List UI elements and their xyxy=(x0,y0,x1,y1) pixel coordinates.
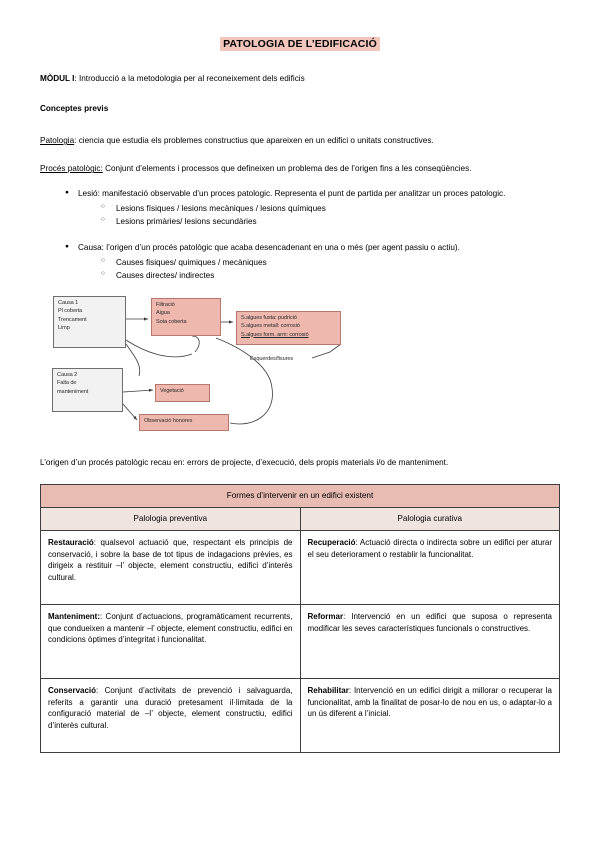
table-cell-recuperacio xyxy=(300,531,560,605)
diagram-node-observacio xyxy=(139,414,229,431)
cell-text: : Conjunt d’actuacions, programàticament recurrents, que condueixen a mantenir –l’ objecte, element constructiu, edifici en condicions òptimes d’integritat i funcionalitat. xyxy=(48,612,293,645)
origin-paragraph: L’origen d’un procés patològic recau en: errors de projecte, d’execució, dels propis materials i/o de manteniment. xyxy=(40,458,449,468)
node-line: Pl coberta xyxy=(58,308,83,315)
arrow-causa2-observacio xyxy=(123,404,137,420)
diagram-node-vegetacio xyxy=(155,384,210,402)
cell-text: : Conjunt d’activitats de prevenció i salvaguarda, referits a garantir una duració pretesament il·limitada de la configuració material de –l’ objecte, element constructiu, edifici d’interès cultural. xyxy=(48,686,293,730)
node-line: Trencament xyxy=(58,316,87,323)
bullet-list-causa xyxy=(40,242,560,282)
node-line: manteniment xyxy=(57,388,89,395)
table-row xyxy=(41,531,560,605)
term-patologia: Patologia xyxy=(40,136,75,146)
definition-patologia-text: : ciencia que estudia els problemes constructius que apareixen en un edifici o unitats constructives. xyxy=(74,136,434,146)
definition-proces xyxy=(40,163,560,174)
list-item: ○ Lesions primàries/ lesions secundàries xyxy=(116,216,560,229)
module-label: MÒDUL I xyxy=(40,74,75,83)
module-line xyxy=(40,73,560,84)
leader-esquerdes xyxy=(312,344,341,358)
diagram-node-causa2 xyxy=(52,368,123,412)
curve-causa1-down-b xyxy=(126,344,140,376)
bullet-text: Lesió: manifestació observable d’un proces patologic. Representa el punt de partida per analitzar un proces patologic. xyxy=(78,189,506,199)
node-line: Sota coberta xyxy=(156,318,187,325)
cell-text: : Actuació directa o indirecta sobre un edifici per aturar el seu deteriorament o restablir la funcionalitat. xyxy=(307,538,552,559)
table-body xyxy=(41,531,560,753)
curve-observacio-to-filtracio xyxy=(216,338,272,424)
table-row xyxy=(41,679,560,753)
curve-causa1-down-a xyxy=(126,340,192,357)
node-line: S.algues fusta: pudrició xyxy=(241,315,297,322)
bullet-text: Causa: l’origen d’un procés patològic que acaba desencadenant en una o més (per agent passiu o actiu). xyxy=(78,243,460,253)
formes-intervenir-table xyxy=(40,484,560,753)
causa-efecte-diagram xyxy=(40,292,560,437)
list-item xyxy=(78,242,560,282)
term: Conservació xyxy=(48,686,97,696)
table-cell-conservacio xyxy=(41,679,301,753)
node-line: Aigua xyxy=(156,310,170,317)
term: Recuperació xyxy=(307,538,356,548)
diagram-node-symptoms xyxy=(236,311,341,345)
list-item: ○ Lesions físiques / lesions mecàniques / lesions químiques xyxy=(116,203,560,216)
list-item: ○ Causes fisiques/ quimiques / mecàniques xyxy=(116,257,560,270)
table-cell-reformar xyxy=(300,605,560,679)
table-row xyxy=(41,508,560,531)
node-line: Observació honores xyxy=(144,418,193,425)
table-head xyxy=(41,485,560,531)
sub-list-lesio xyxy=(78,203,560,228)
term: Restauració xyxy=(48,538,94,548)
node-line: S.algues form. arm: corrosió xyxy=(241,331,309,338)
section-heading: Conceptes previs xyxy=(40,104,109,114)
term: Rehabilitar xyxy=(307,686,349,696)
node-line: Causa 2 xyxy=(57,372,78,379)
cell-text: : qualsevol actuació que, respectant els principis de conservació, i sobre la base de tot tipus de indagacions prèvies, es dirigeix a restituir –l’ objecte, element constructiu, edifici d’interès cultural. xyxy=(48,538,293,582)
term: Manteniment: xyxy=(48,612,100,622)
arrow-causa2-vegetacio xyxy=(123,390,153,392)
page-title: PATOLOGIA DE L’EDIFICACIÓ xyxy=(220,37,380,51)
node-line: Falta de xyxy=(57,380,77,387)
table-cell-rehabilitar xyxy=(300,679,560,753)
node-line: Causa 1 xyxy=(58,300,79,307)
diagram-node-filtracio xyxy=(151,298,221,336)
bullet-list-lesio xyxy=(40,188,560,228)
table-row xyxy=(41,485,560,508)
table-column-curativa: Palologia curativa xyxy=(300,508,560,531)
diagram-annotation-esquerdes: Esquerdes/fisures xyxy=(250,356,294,363)
node-line: S.algues metall: corrosió xyxy=(241,323,300,330)
definition-patologia xyxy=(40,135,560,146)
list-item: ○ Causes directes/ indirectes xyxy=(116,270,560,283)
diagram-node-causa1 xyxy=(53,296,126,348)
list-item xyxy=(78,188,560,228)
table-header-main: Formes d’intervenir en un edifici existent xyxy=(41,485,560,508)
definition-proces-text: Conjunt d’elements i processos que defineixen un problema des de l’origen fins a les conseqüències. xyxy=(102,164,472,174)
table-row xyxy=(41,605,560,679)
curve-hook-a xyxy=(192,336,199,352)
cell-text: : Intervenció en un edifici que suposa o representa modificar les seves característiques funcionals o constructives. xyxy=(307,612,552,633)
node-line: Limp xyxy=(58,324,70,331)
node-line: Filtració xyxy=(156,302,175,309)
term-proces: Procés patològic: xyxy=(40,164,103,174)
sub-list-causa xyxy=(78,257,560,282)
table-column-preventiva: Palologia preventiva xyxy=(41,508,301,531)
cell-text: : Intervenció en un edifici dirigit a millorar o recuperar la funcionalitat, amb la finalitat de posar-lo de nou en us, o adaptar-lo a un ús diferent a l’inicial. xyxy=(307,686,552,719)
title-container xyxy=(40,0,560,52)
module-text: : Introducció a la metodologia per al reconeixement dels edificis xyxy=(74,74,305,83)
table-cell-restauracio xyxy=(41,531,301,605)
table-cell-manteniment xyxy=(41,605,301,679)
node-line: Vegetació xyxy=(160,388,184,395)
term: Reformar xyxy=(307,612,344,622)
